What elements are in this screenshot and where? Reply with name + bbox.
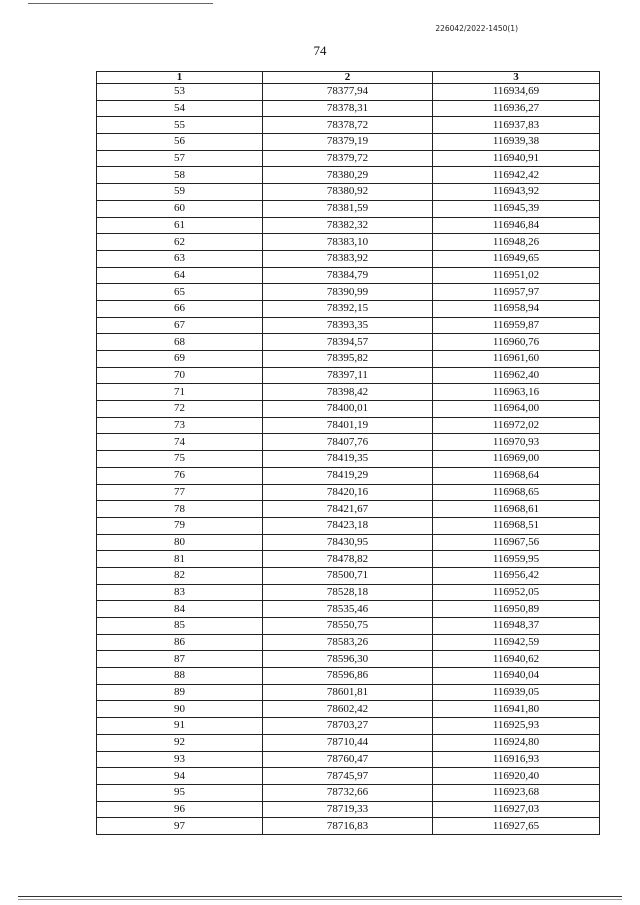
x-coordinate-cell: 78602,42 [263,701,433,718]
point-number-cell: 93 [97,751,263,768]
page-number: 74 [313,43,327,58]
x-coordinate-cell: 78430,95 [263,534,433,551]
x-coordinate-cell: 78535,46 [263,601,433,618]
y-coordinate-cell: 116942,59 [433,634,600,651]
y-coordinate-cell: 116964,00 [433,401,600,418]
point-number-cell: 83 [97,584,263,601]
y-coordinate-cell: 116916,93 [433,751,600,768]
point-number-cell: 71 [97,384,263,401]
table-row [97,367,600,384]
y-coordinate-cell: 116961,60 [433,351,600,368]
y-coordinate-cell: 116957,97 [433,284,600,301]
point-number-cell: 67 [97,317,263,334]
x-coordinate-cell: 78380,29 [263,167,433,184]
table-row [97,601,600,618]
table-row [97,351,600,368]
x-coordinate-cell: 78380,92 [263,184,433,201]
y-coordinate-cell: 116959,87 [433,317,600,334]
table-row [97,584,600,601]
table-row [97,734,600,751]
point-number-cell: 62 [97,234,263,251]
x-coordinate-cell: 78550,75 [263,618,433,635]
table-row [97,451,600,468]
x-coordinate-cell: 78378,31 [263,100,433,117]
table-row [97,250,600,267]
table-row [97,634,600,651]
table-row [97,784,600,801]
table-row [97,200,600,217]
table-row [97,684,600,701]
point-number-cell: 68 [97,334,263,351]
x-coordinate-cell: 78390,99 [263,284,433,301]
point-number-cell: 53 [97,84,263,101]
y-coordinate-cell: 116949,65 [433,250,600,267]
table-row [97,534,600,551]
table-row [97,501,600,518]
point-number-cell: 77 [97,484,263,501]
y-coordinate-cell: 116969,00 [433,451,600,468]
x-coordinate-cell: 78394,57 [263,334,433,351]
point-number-cell: 79 [97,517,263,534]
y-coordinate-cell: 116968,61 [433,501,600,518]
x-coordinate-cell: 78419,35 [263,451,433,468]
table-row [97,751,600,768]
x-coordinate-cell: 78378,72 [263,117,433,134]
point-number-cell: 65 [97,284,263,301]
x-coordinate-cell: 78379,19 [263,134,433,151]
y-coordinate-cell: 116939,38 [433,134,600,151]
table-row [97,517,600,534]
table-row [97,618,600,635]
table-row [97,718,600,735]
x-coordinate-cell: 78423,18 [263,517,433,534]
point-number-cell: 59 [97,184,263,201]
x-coordinate-cell: 78382,32 [263,217,433,234]
y-coordinate-cell: 116972,02 [433,417,600,434]
point-number-cell: 95 [97,784,263,801]
point-number-cell: 96 [97,801,263,818]
table-row [97,100,600,117]
point-number-cell: 73 [97,417,263,434]
y-coordinate-cell: 116958,94 [433,300,600,317]
x-coordinate-cell: 78596,86 [263,668,433,685]
x-coordinate-cell: 78379,72 [263,150,433,167]
x-coordinate-cell: 78383,92 [263,250,433,267]
y-coordinate-cell: 116936,27 [433,100,600,117]
point-number-cell: 88 [97,668,263,685]
y-coordinate-cell: 116948,37 [433,618,600,635]
x-coordinate-cell: 78383,10 [263,234,433,251]
y-coordinate-cell: 116940,62 [433,651,600,668]
table-row [97,134,600,151]
x-coordinate-cell: 78528,18 [263,584,433,601]
point-number-cell: 94 [97,768,263,785]
point-number-cell: 66 [97,300,263,317]
y-coordinate-cell: 116934,69 [433,84,600,101]
y-coordinate-cell: 116941,80 [433,701,600,718]
point-number-cell: 75 [97,451,263,468]
x-coordinate-cell: 78745,97 [263,768,433,785]
point-number-cell: 54 [97,100,263,117]
y-coordinate-cell: 116925,93 [433,718,600,735]
y-coordinate-cell: 116924,80 [433,734,600,751]
y-coordinate-cell: 116940,91 [433,150,600,167]
column-header-3: 3 [433,72,600,84]
y-coordinate-cell: 116970,93 [433,434,600,451]
y-coordinate-cell: 116937,83 [433,117,600,134]
y-coordinate-cell: 116967,56 [433,534,600,551]
x-coordinate-cell: 78703,27 [263,718,433,735]
point-number-cell: 78 [97,501,263,518]
column-header-2: 2 [263,72,433,84]
y-coordinate-cell: 116952,05 [433,584,600,601]
y-coordinate-cell: 116951,02 [433,267,600,284]
x-coordinate-cell: 78760,47 [263,751,433,768]
y-coordinate-cell: 116942,42 [433,167,600,184]
point-number-cell: 92 [97,734,263,751]
x-coordinate-cell: 78478,82 [263,551,433,568]
table-row [97,651,600,668]
x-coordinate-cell: 78421,67 [263,501,433,518]
table-row [97,818,600,835]
x-coordinate-cell: 78398,42 [263,384,433,401]
x-coordinate-cell: 78397,11 [263,367,433,384]
table-row [97,567,600,584]
y-coordinate-cell: 116948,26 [433,234,600,251]
y-coordinate-cell: 116960,76 [433,334,600,351]
coordinates-table [96,71,600,835]
table-row [97,401,600,418]
y-coordinate-cell: 116927,65 [433,818,600,835]
bottom-rule [18,896,622,897]
table-row [97,84,600,101]
x-coordinate-cell: 78732,66 [263,784,433,801]
table-row [97,467,600,484]
x-coordinate-cell: 78719,33 [263,801,433,818]
x-coordinate-cell: 78716,83 [263,818,433,835]
point-number-cell: 55 [97,117,263,134]
table-row [97,701,600,718]
point-number-cell: 97 [97,818,263,835]
x-coordinate-cell: 78381,59 [263,200,433,217]
table-body [97,84,600,835]
y-coordinate-cell: 116923,68 [433,784,600,801]
y-coordinate-cell: 116940,04 [433,668,600,685]
table-row [97,117,600,134]
y-coordinate-cell: 116956,42 [433,567,600,584]
x-coordinate-cell: 78400,01 [263,401,433,418]
table-row [97,284,600,301]
point-number-cell: 81 [97,551,263,568]
column-header-1: 1 [97,72,263,84]
y-coordinate-cell: 116943,92 [433,184,600,201]
y-coordinate-cell: 116946,84 [433,217,600,234]
y-coordinate-cell: 116945,39 [433,200,600,217]
document-number: 226042/2022-1450(1) [435,24,518,33]
point-number-cell: 56 [97,134,263,151]
table-row [97,334,600,351]
table-row [97,167,600,184]
table-row [97,484,600,501]
y-coordinate-cell: 116959,95 [433,551,600,568]
point-number-cell: 58 [97,167,263,184]
point-number-cell: 82 [97,567,263,584]
x-coordinate-cell: 78710,44 [263,734,433,751]
y-coordinate-cell: 116968,64 [433,467,600,484]
table-row [97,551,600,568]
table-row [97,317,600,334]
x-coordinate-cell: 78392,15 [263,300,433,317]
x-coordinate-cell: 78583,26 [263,634,433,651]
x-coordinate-cell: 78401,19 [263,417,433,434]
x-coordinate-cell: 78601,81 [263,684,433,701]
y-coordinate-cell: 116962,40 [433,367,600,384]
table-row [97,267,600,284]
table-row [97,234,600,251]
point-number-cell: 87 [97,651,263,668]
point-number-cell: 89 [97,684,263,701]
table-row [97,300,600,317]
x-coordinate-cell: 78407,76 [263,434,433,451]
table-row [97,768,600,785]
point-number-cell: 80 [97,534,263,551]
point-number-cell: 60 [97,200,263,217]
point-number-cell: 76 [97,467,263,484]
point-number-cell: 74 [97,434,263,451]
x-coordinate-cell: 78596,30 [263,651,433,668]
x-coordinate-cell: 78419,29 [263,467,433,484]
table-row [97,801,600,818]
point-number-cell: 91 [97,718,263,735]
y-coordinate-cell: 116950,89 [433,601,600,618]
x-coordinate-cell: 78420,16 [263,484,433,501]
y-coordinate-cell: 116968,51 [433,517,600,534]
point-number-cell: 85 [97,618,263,635]
point-number-cell: 64 [97,267,263,284]
x-coordinate-cell: 78500,71 [263,567,433,584]
x-coordinate-cell: 78384,79 [263,267,433,284]
table-row [97,668,600,685]
x-coordinate-cell: 78377,94 [263,84,433,101]
table-row [97,384,600,401]
table-row [97,217,600,234]
x-coordinate-cell: 78393,35 [263,317,433,334]
point-number-cell: 72 [97,401,263,418]
y-coordinate-cell: 116920,40 [433,768,600,785]
point-number-cell: 84 [97,601,263,618]
table-header-row [97,72,600,84]
y-coordinate-cell: 116968,65 [433,484,600,501]
table-row [97,434,600,451]
table-row [97,184,600,201]
y-coordinate-cell: 116939,05 [433,684,600,701]
y-coordinate-cell: 116963,16 [433,384,600,401]
point-number-cell: 86 [97,634,263,651]
point-number-cell: 63 [97,250,263,267]
y-coordinate-cell: 116927,03 [433,801,600,818]
point-number-cell: 61 [97,217,263,234]
bottom-rule-thin [18,899,622,900]
table-row [97,150,600,167]
top-rule [28,3,213,4]
point-number-cell: 69 [97,351,263,368]
point-number-cell: 57 [97,150,263,167]
point-number-cell: 70 [97,367,263,384]
x-coordinate-cell: 78395,82 [263,351,433,368]
table-row [97,417,600,434]
point-number-cell: 90 [97,701,263,718]
